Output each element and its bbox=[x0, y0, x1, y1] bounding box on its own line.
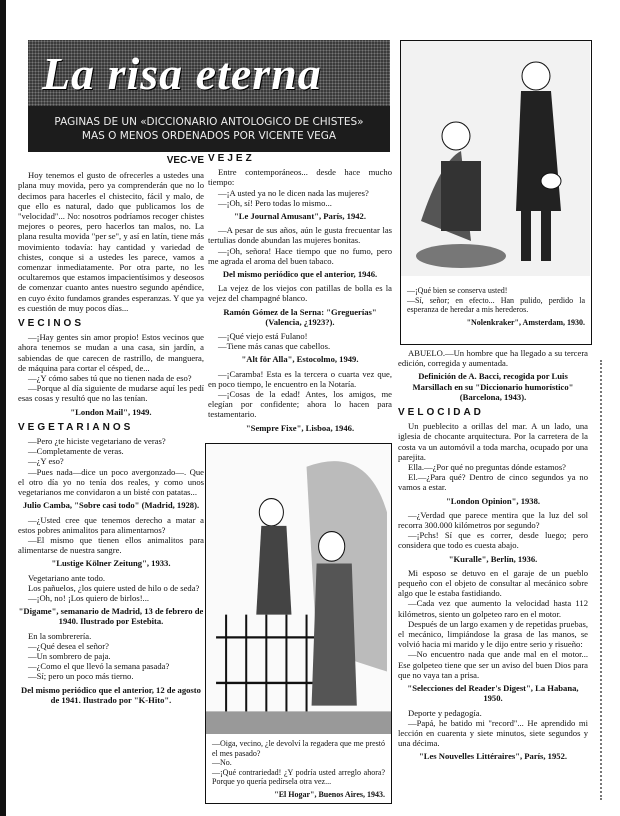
joke-line: —¡A usted ya no le dicen nada las mujeres? bbox=[218, 187, 369, 198]
header-banner bbox=[28, 40, 390, 152]
joke-line: Deporte y pedagogía. bbox=[408, 707, 482, 718]
joke-source: "Digame", semanario de Madrid, 13 de febrero de 1940. Ilustrado por Estebita. bbox=[18, 606, 204, 627]
joke-line: —¡Oh, no! ¡Los quiero de birlos!... bbox=[28, 592, 150, 603]
caption-source: "Nolenkraker", Amsterdam, 1930. bbox=[466, 317, 585, 327]
joke-source: Del mismo periódico que el anterior, 1946. bbox=[222, 269, 378, 280]
joke-line: ABUELO.—Un hombre que ha llegado a su tercera edición, corregida y aumentada. bbox=[398, 348, 588, 369]
joke-line: —Porque al día siguiente de mudarse aquí les pedí esas cosas y resultó que no las tenían. bbox=[18, 383, 204, 404]
section-heading-vecinos: VECINOS bbox=[18, 318, 85, 330]
joke-line: —¡Pchs! Sí que es correr, desde luego; pero considera que todo es cuesta abajo. bbox=[398, 530, 588, 551]
subtitle bbox=[28, 106, 390, 152]
joke-line: —Papá, he batido mi "record"... He aprendido mi lección en cuarenta y siete minutos, siete segundos y una décima. bbox=[398, 717, 588, 749]
joke-line: —¿Y cómo sabes tú que no tienen nada de eso? bbox=[28, 373, 192, 384]
caption-line: —No. bbox=[212, 758, 232, 767]
joke-line: —¿Qué desea el señor? bbox=[28, 640, 109, 651]
joke-source: "Alt för Alla", Estocolmo, 1949. bbox=[241, 354, 359, 365]
joke-source: Ramón Gómez de la Serna: "Greguerías" (Valencia, ¿1923?). bbox=[223, 306, 377, 327]
joke-line: —¡Hay gentes sin amor propio! Estos vecinos que ahora tenemos se mudan a una casa, sin jardín, a sabiendas de que carecen de rastrillo, de manguera, de máquina para cortar el césped, de... bbox=[18, 332, 204, 373]
subtitle-line-2: MAS O MENOS ORDENADOS POR VICENTE VEGA bbox=[81, 130, 337, 142]
joke-source: Julio Camba, "Sobre casi todo" (Madrid, 1928). bbox=[22, 500, 200, 511]
joke-line: —¡Qué viejo está Fulano! bbox=[218, 331, 308, 342]
subtitle-line-1: PAGINAS DE UN «DICCIONARIO ANTOLOGICO DE CHISTES» bbox=[54, 116, 364, 128]
joke-line: Un pueblecito a orillas del mar. A un lado, una iglesia de chocante arquitectura. Por la carretera de la costa va un automóvil a toda marcha, ocupado por una parejita. bbox=[398, 421, 588, 462]
joke-line: —Pero ¿te hiciste vegetariano de veras? bbox=[28, 436, 166, 447]
cartoon-caption bbox=[206, 734, 391, 803]
cartoon-drawing-neighbors-fence bbox=[206, 444, 391, 734]
joke-source: "Sempre Fixe", Lisboa, 1946. bbox=[245, 422, 355, 433]
joke-source: Del mismo periódico que el anterior, 12 de agosto de 1941. Ilustrado por "K-Hito". bbox=[21, 684, 201, 705]
joke-line: —¿Verdad que parece mentira que la luz del sol recorra 300.000 kilómetros por segundo? bbox=[398, 509, 588, 531]
middle-column-stack bbox=[205, 152, 392, 804]
joke-source: "Kuralle", Berlín, 1936. bbox=[448, 553, 538, 564]
cartoon-drawing-old-men bbox=[401, 41, 590, 276]
column-1 bbox=[18, 156, 204, 709]
joke-line: Los pañuelos, ¿los quiere usted de hilo o de seda? bbox=[28, 582, 200, 593]
joke-line: La vejez de los viejos con patillas de bolla es la vejez del champagné blanco. bbox=[208, 283, 392, 304]
joke-line: Entre contemporáneos... desde hace mucho tiempo: bbox=[208, 167, 392, 188]
column-3 bbox=[398, 348, 588, 766]
joke-line: —¡Oh, señora! Hace tiempo que no fumo, pero me agrada el aroma del buen tabaco. bbox=[208, 245, 392, 266]
joke-source: "Le Journal Amusant", París, 1942. bbox=[233, 211, 366, 222]
joke-source: "Les Nouvelles Littéraires", París, 1952. bbox=[418, 751, 568, 762]
joke-line: Después de un largo examen y de repetidas pruebas, el mecánico, limpiándose la grasa de las manos, se volvió hacia mi marido y le dijo entre serio y risueño: bbox=[398, 618, 588, 650]
cartoon-caption bbox=[407, 286, 585, 327]
section-heading-velocidad: VELOCIDAD bbox=[398, 407, 484, 419]
joke-source: "London Mail", 1949. bbox=[70, 406, 152, 417]
joke-line: —¡Caramba! Esta es la tercera o cuarta vez que, en poco tiempo, le encuentro en la Notaría. bbox=[208, 368, 392, 389]
column-2 bbox=[208, 152, 392, 437]
page-title: La risa eterna bbox=[42, 48, 322, 99]
joke-line: —¡Cosas de la edad! Antes, los amigos, me elegían por confidente; ahora lo hacen para testamentario. bbox=[208, 389, 392, 420]
joke-line: —Sí; pero un poco más tierno. bbox=[28, 671, 134, 682]
joke-line: —El mismo que tienen ellos animalitos para alimentarse de nuestra sangre. bbox=[18, 534, 204, 556]
caption-source: "El Hogar", Buenos Aires, 1943. bbox=[274, 789, 385, 799]
joke-line: El.—¿Para qué? Dentro de cinco segundos ya no vamos a estar. bbox=[398, 472, 588, 493]
author-signature: VEC-VE bbox=[166, 155, 204, 166]
section-heading-vegetarianos: VEGETARIANOS bbox=[18, 421, 134, 433]
joke-line: En la sombrerería. bbox=[28, 630, 92, 641]
joke-line: —¿Usted cree que tenemos derecho a matar a estos pobres animalitos para alimentarnos? bbox=[18, 514, 204, 535]
page-edge bbox=[0, 0, 6, 816]
cartoon-bottom-middle bbox=[205, 443, 392, 804]
margin-rule bbox=[600, 360, 602, 800]
joke-line: —No encuentro nada que ande mal en el motor... Ese golpeteo tiene que ser un aviso del buen Dios para que no vaya tan a prisa. bbox=[398, 649, 588, 680]
intro-text: Hoy tenemos el gusto de ofrecerles a ustedes una plana muy movida, pero ya comprenderán que no lo decimos para hacerles el chistecito, fácil y malo, de que ello es natural, dado que publicamos los de "velocidad"... No: nosotros podríamos recoger chistes mejores o peores, pero hacerlos tan malos, no. La plana resulta movida "per se", y así en latín, tiene más movimiento todavía: hay cantidad y variedad de chistes, conque si a ustedes les parece, vamos a comenzar inmediatamente. Por otra parte, no les ocultaremos que estamos impacientísimos y deseosos de comenzar cuanto antes nuestro segundo apéndice, en cuyo éxito fundamos grandes esperanzas. Y que ya es cuestión de muy pocos días... bbox=[18, 170, 204, 313]
joke-line: —¿Y eso? bbox=[28, 456, 64, 467]
cartoon-top-right bbox=[400, 40, 592, 345]
joke-line: —Cada vez que aumento la velocidad hasta 112 kilómetros, siento un golpeteo raro en el motor. bbox=[398, 598, 588, 619]
caption-line: —¡Qué contrariedad! ¿Y podría usted arreglo ahora? Porque yo quería pedírsela otra vez... bbox=[212, 767, 385, 786]
joke-line: —Un sombrero de paja. bbox=[28, 650, 111, 661]
joke-line: —¡Oh, sí! Pero todas lo mismo... bbox=[218, 197, 332, 208]
joke-line: Vegetariano ante todo. bbox=[28, 572, 106, 583]
section-heading-vejez: VEJEZ bbox=[208, 153, 255, 164]
joke-source: "Lustige Kölner Zeitung", 1933. bbox=[51, 558, 171, 569]
joke-line: —Tiene más canas que cabellos. bbox=[218, 341, 331, 352]
joke-line: Mi esposo se detuvo en el garaje de un pueblo pequeño con el objeto de consultar al mecánico sobre algo que le estaba fastidiando. bbox=[398, 567, 588, 599]
caption-line: —Sí, señor; en efecto... Han pulido, perdido la esperanza de heredar a mis herederos. bbox=[407, 295, 585, 314]
joke-line: —Completamente de veras. bbox=[28, 446, 124, 457]
joke-line: —A pesar de sus años, aún le gusta frecuentar las tertulias donde abundan las mujeres bonitas. bbox=[208, 225, 392, 246]
joke-line: —Pues nada—dice un poco avergonzado—. Que el otro día yo no tenía dos reales, y como unos vegetarianos me convidaron a un bisté con patatas... bbox=[18, 466, 204, 498]
caption-line: —¡Qué bien se conserva usted! bbox=[407, 286, 508, 295]
joke-line: Ella.—¿Por qué no preguntas dónde estamos? bbox=[408, 462, 566, 473]
caption-line: —Oiga, vecino, ¿le devolví la regadera que me prestó el mes pasado? bbox=[212, 739, 385, 758]
joke-source: Definición de A. Bacci, recogida por Luis Marsillach en su "Diccionario humorístico" (Barcelona, 1943). bbox=[412, 371, 574, 402]
joke-source: "Selecciones del Reader's Digest", La Habana, 1950. bbox=[407, 683, 579, 704]
joke-line: —¿Como el que llevó la semana pasada? bbox=[28, 661, 170, 672]
joke-source: "London Opinion", 1938. bbox=[445, 495, 541, 506]
